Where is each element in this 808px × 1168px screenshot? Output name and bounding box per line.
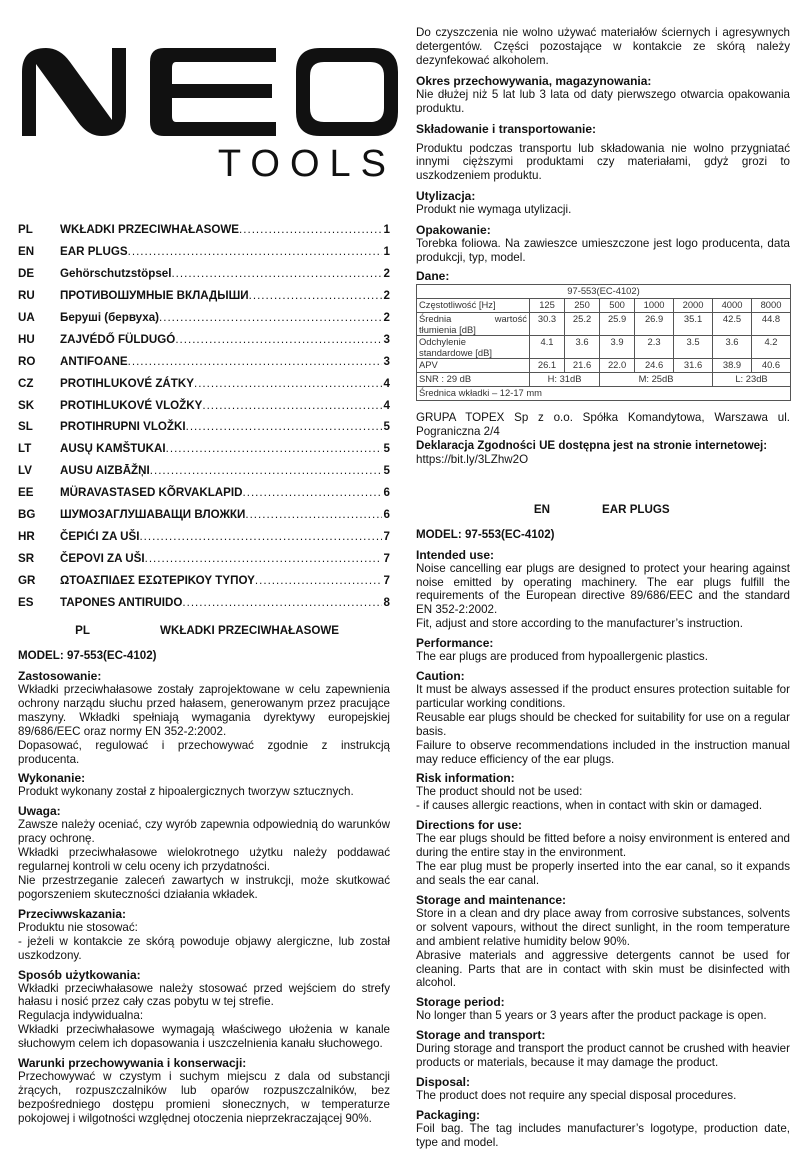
- toc-page-number: 3: [383, 332, 390, 346]
- toc-leader-dots: [128, 245, 382, 258]
- pl-heading-uwaga: Uwaga:: [18, 804, 61, 819]
- pl-lang-code: PL: [75, 624, 90, 637]
- toc-row[interactable]: [18, 547, 390, 569]
- toc-leader-dots: [186, 420, 382, 433]
- toc-page-number: 2: [383, 311, 390, 324]
- toc-page-number: 4: [383, 376, 390, 390]
- toc-leader-dots: [145, 552, 382, 565]
- sd-cell: 4.2: [752, 335, 791, 358]
- toc-leader-dots: [239, 223, 382, 236]
- toc-page-number: 2: [383, 289, 390, 303]
- en-text: Failure to observe recommendations included in the instruction manual may reduce efficiency of the ear plugs.: [416, 738, 790, 766]
- apv-label: APV: [417, 358, 530, 372]
- freq-label: Częstotliwość [Hz]: [417, 298, 530, 312]
- en-text: Fit, adjust and store according to the manufacturer’s instruction.: [416, 617, 743, 631]
- mean-label-c: tłumienia [dB]: [419, 323, 476, 335]
- pl-text: Wkładki przeciwhałasowe należy stosować przed wejściem do strefy hałasu i nosić przez cały czas pobytu w tej strefie.: [18, 981, 390, 1009]
- logo-letter-o: [296, 48, 398, 136]
- toc-page-number: 2: [383, 267, 390, 281]
- data-table: [416, 284, 791, 401]
- h-cell: H: 31dB: [530, 372, 600, 386]
- toc-row[interactable]: [18, 219, 390, 241]
- toc-lang-code: SL: [18, 420, 33, 434]
- sd-label: [417, 335, 530, 358]
- en-heading-caution: Caution:: [416, 669, 465, 684]
- pl-heading-skladowanie: Składowanie i transportowanie:: [416, 121, 597, 136]
- table-of-contents: [18, 219, 390, 613]
- toc-leader-dots: [175, 333, 382, 346]
- toc-row[interactable]: [18, 328, 390, 350]
- pl-model: MODEL: 97-553(EC-4102): [18, 649, 157, 662]
- toc-row[interactable]: [18, 416, 390, 438]
- mean-cell: 30.3: [530, 312, 565, 335]
- en-text: Foil bag. The tag includes manufacturer’s logotype, production date, type and model.: [416, 1121, 790, 1149]
- en-text: Abrasive materials and aggressive detergents cannot be used for cleaning. Parts that are in contact with skin must be disinfected with alcohol.: [416, 948, 790, 990]
- mean-cell: 42.5: [713, 312, 752, 335]
- toc-leader-dots: [139, 530, 382, 543]
- apv-cell: 38.9: [713, 358, 752, 372]
- toc-leader-dots: [202, 399, 382, 412]
- pl-heading-utylizacja: Utylizacja:: [416, 189, 476, 204]
- en-heading-performance: Performance:: [416, 636, 494, 651]
- pl-title: WKŁADKI PRZECIWHAŁASOWE: [160, 624, 340, 637]
- toc-page-number: 7: [383, 529, 390, 543]
- sd-label-b: standardowe [dB]: [419, 346, 492, 358]
- toc-row[interactable]: [18, 525, 390, 547]
- toc-leader-dots: [182, 596, 382, 609]
- apv-cell: 21.6: [565, 358, 600, 372]
- toc-lang-code: DE: [18, 267, 35, 281]
- en-heading-directions: Directions for use:: [416, 818, 523, 833]
- pl-text: Wkładki przeciwhałasowe wymagają właściwego ułożenia w kanale słuchowym celem ich dopasowania i uszczelnienia kanału słuchowego.: [18, 1023, 390, 1051]
- en-section-title: [416, 503, 790, 516]
- toc-title: ΩΤΟΑΣΠΙΔΕΣ ΕΣΩΤΕΡΙΚΟΥ ΤΥΠΟΥ: [60, 573, 255, 587]
- right-column: [416, 26, 790, 1150]
- table-row: [417, 335, 791, 358]
- toc-title: ШУМОЗАГЛУШАВАЩИ ВЛОЖКИ: [60, 508, 246, 522]
- toc-leader-dots: [150, 464, 382, 477]
- logo-letter-e: [150, 48, 276, 136]
- toc-page-number: 6: [383, 508, 390, 522]
- toc-lang-code: SR: [18, 551, 35, 565]
- table-row: [417, 386, 791, 400]
- m-cell: M: 25dB: [600, 372, 713, 386]
- toc-row[interactable]: [18, 285, 390, 307]
- toc-lang-code: RO: [18, 354, 36, 368]
- sd-label-a: Odchylenie: [419, 335, 466, 347]
- freq-cell: 250: [565, 298, 600, 312]
- toc-leader-dots: [171, 267, 382, 280]
- toc-lang-code: EN: [18, 245, 35, 259]
- toc-row[interactable]: [18, 241, 390, 263]
- toc-page-number: 7: [383, 551, 390, 565]
- toc-row[interactable]: [18, 460, 390, 482]
- sd-cell: 2.3: [635, 335, 674, 358]
- toc-title: TAPONES ANTIRUIDO: [60, 595, 183, 609]
- apv-cell: 31.6: [674, 358, 713, 372]
- toc-page-number: 8: [383, 595, 390, 609]
- en-title: EAR PLUGS: [602, 502, 670, 516]
- toc-row[interactable]: [18, 591, 390, 613]
- en-text: The product should not be used:: [416, 785, 583, 799]
- freq-cell: 125: [530, 298, 565, 312]
- toc-title: ANTIFOANE: [60, 354, 128, 368]
- pl-text: Produkt nie wymaga utylizacji.: [416, 203, 572, 217]
- table-row: [417, 284, 791, 298]
- toc-lang-code: RU: [18, 289, 35, 303]
- toc-leader-dots: [128, 355, 382, 368]
- en-text: During storage and transport the product cannot be crushed with heavier products or materials, because it may damage the product.: [416, 1042, 790, 1070]
- table-row: [417, 312, 791, 335]
- table-row: [417, 298, 791, 312]
- toc-row[interactable]: [18, 504, 390, 526]
- toc-page-number: 7: [383, 573, 390, 587]
- toc-title: ČEPOVI ZA UŠI: [60, 551, 145, 565]
- en-text: The ear plug must be properly inserted into the ear canal, so it expands and seals the ear canal.: [416, 860, 790, 887]
- logo-letter-n: [22, 48, 126, 136]
- toc-lang-code: GR: [18, 573, 36, 587]
- table-row: [417, 358, 791, 372]
- toc-page-number: 5: [383, 420, 390, 434]
- snr-cell: SNR : 29 dB: [417, 372, 530, 386]
- toc-lang-code: BG: [18, 508, 36, 522]
- toc-leader-dots: [166, 442, 382, 455]
- pl-text: - jeżeli w kontakcie ze skórą powoduje objawy alergiczne, lub został uszkodzony.: [18, 934, 390, 962]
- pl-heading-sposob: Sposób użytkowania:: [18, 967, 141, 982]
- pl-text: Przechowywać w czystym i suchym miejscu z dala od substancji żrących, rozpuszczalników lub oparów rozpuszczalników, bez bezpośredniego dostępu promieni słonecznych, w temperaturze pokojowej i wilgotności względnej otoczenia nieprzekraczającej 90%.: [18, 1070, 390, 1125]
- en-heading-packaging: Packaging:: [416, 1107, 481, 1122]
- mean-cell: 25.2: [565, 312, 600, 335]
- freq-cell: 2000: [674, 298, 713, 312]
- toc-row[interactable]: [18, 263, 390, 285]
- en-heading-risk: Risk information:: [416, 771, 515, 786]
- apv-cell: 24.6: [635, 358, 674, 372]
- toc-page-number: 1: [383, 245, 390, 259]
- l-cell: L: 23dB: [713, 372, 791, 386]
- mean-cell: 26.9: [635, 312, 674, 335]
- freq-cell: 500: [600, 298, 635, 312]
- freq-cell: 4000: [713, 298, 752, 312]
- pl-text: Dopasować, regulować i przechowywać zgodnie z instrukcją producenta.: [18, 738, 390, 766]
- toc-title: ZAJVÉDŐ FÜLDUGÓ: [60, 332, 176, 346]
- en-text: Store in a clean and dry place away from corrosive substances, solvents or solvent vapours, without the direct sunlight, in the room temperature and ambient relative humidity below 90%.: [416, 906, 790, 948]
- pl-text: Zawsze należy oceniać, czy wyrób zapewnia odpowiednią do warunków pracy ochronę.: [18, 818, 390, 846]
- mean-label-a: Średnia: [419, 312, 452, 324]
- toc-lang-code: EE: [18, 486, 34, 500]
- pl-text: Produktu podczas transportu lub składowania nie wolno przygniatać innymi cięższymi produktami czy materiałami, gdyż grozi to uszkodzeniem produktu.: [416, 141, 790, 183]
- pl-text: Wkładki przeciwhałasowe zostały zaprojektowane w celu zapewnienia ochrony narządu słuchu przed hałasem, generowanym przez pracujące maszyny. Wkładki spełniają wymagania dyrektywy europejskiej 89/686/EEC oraz normy EN 352-2:2002.: [18, 683, 390, 738]
- mean-label: [417, 312, 530, 335]
- en-heading-intended: Intended use:: [416, 547, 495, 562]
- toc-lang-code: LV: [18, 464, 32, 478]
- en-lang-code: EN: [533, 502, 550, 516]
- pl-text: Nie przestrzeganie zaleceń zawartych w instrukcji, może skutkować pogorszeniem skuteczności działania wkładek.: [18, 873, 390, 901]
- en-heading-disposal: Disposal:: [416, 1075, 471, 1090]
- toc-page-number: 3: [383, 354, 390, 368]
- apv-cell: 40.6: [752, 358, 791, 372]
- toc-lang-code: LT: [18, 442, 32, 456]
- en-text: Noise cancelling ear plugs are designed to protect your hearing against noise emitted by operating machinery. The ear plugs fulfill the requirements of the European directive 89/686/EEC and the standard EN 352-2:2002.: [416, 561, 790, 617]
- toc-title: EAR PLUGS: [60, 245, 128, 259]
- en-text: The product does not require any special disposal procedures.: [416, 1089, 737, 1103]
- pl-text: Regulacja indywidualna:: [18, 1009, 144, 1023]
- pl-text: Torebka foliowa. Na zawieszce umieszczone jest logo producenta, data produkcji, typ, model.: [416, 237, 790, 265]
- toc-leader-dots: [194, 377, 382, 390]
- en-text: The ear plugs should be fitted before a noisy environment is entered and during the entire stay in the environment.: [416, 832, 790, 860]
- company-address: GRUPA TOPEX Sp z o.o. Spółka Komandytowa, Warszawa ul. Pograniczna 2/4: [416, 410, 790, 438]
- table-row: [417, 372, 791, 386]
- toc-title: WKŁADKI PRZECIWHAŁASOWE: [60, 223, 240, 237]
- en-text: No longer than 5 years or 3 years after the product package is open.: [416, 1009, 767, 1023]
- toc-title: AUSŲ KAMŠTUKAI: [60, 442, 166, 456]
- toc-lang-code: PL: [18, 223, 33, 237]
- pl-heading-wykonanie: Wykonanie:: [18, 771, 86, 786]
- toc-lang-code: HR: [18, 529, 35, 543]
- freq-cell: 8000: [752, 298, 791, 312]
- apv-cell: 22.0: [600, 358, 635, 372]
- en-model: MODEL: 97-553(EC-4102): [416, 527, 555, 541]
- apv-cell: 26.1: [530, 358, 565, 372]
- pl-section-title: [18, 624, 390, 637]
- en-text: It must be always assessed if the product ensures protection suitable for particular working conditions.: [416, 683, 790, 710]
- toc-lang-code: SK: [18, 398, 35, 412]
- pl-heading-przeciwwskazania: Przeciwwskazania:: [18, 906, 127, 921]
- toc-row[interactable]: [18, 372, 390, 394]
- toc-leader-dots: [249, 289, 382, 302]
- declaration-text: Deklaracja Zgodności UE dostępna jest na stronie internetowej:: [416, 438, 768, 452]
- toc-page-number: 1: [383, 223, 390, 237]
- toc-lang-code: ES: [18, 595, 34, 609]
- toc-leader-dots: [243, 486, 383, 499]
- pl-heading-opakowanie: Opakowanie:: [416, 223, 491, 238]
- pl-heading-dane: Dane:: [416, 268, 450, 283]
- toc-row[interactable]: [18, 482, 390, 504]
- toc-page-number: 6: [383, 486, 390, 500]
- toc-page-number: 5: [383, 464, 390, 478]
- toc-page-number: 5: [383, 442, 390, 456]
- freq-cell: 1000: [635, 298, 674, 312]
- diameter-cell: Średnica wkładki – 12-17 mm: [417, 386, 791, 400]
- toc-row[interactable]: [18, 307, 390, 329]
- en-heading-period: Storage period:: [416, 995, 505, 1010]
- pl-text: Do czyszczenia nie wolno używać materiałów ściernych i agresywnych detergentów. Części pozostające w kontakcie ze skórą należy dezynfekować alkoholem.: [416, 26, 790, 67]
- toc-title: MÜRAVASTASED KÕRVAKLAPID: [60, 486, 243, 500]
- en-text: The ear plugs are produced from hypoallergenic plastics.: [416, 650, 708, 664]
- toc-title: PROTIHRUPNI VLOŽKI: [60, 420, 186, 434]
- pl-section: [18, 624, 390, 1126]
- neo-tools-logo: [14, 34, 404, 184]
- pl-text: Nie dłużej niż 5 lat lub 3 lata od daty pierwszego otwarcia opakowania produktu.: [416, 87, 790, 115]
- toc-title: PROTIHLUKOVÉ VLOŽKY: [60, 398, 203, 412]
- toc-leader-dots: [245, 508, 382, 521]
- toc-title: PROTIHLUKOVÉ ZÁTKY: [60, 376, 194, 390]
- pl-heading-zastosowanie: Zastosowanie:: [18, 669, 102, 683]
- pl-heading-warunki: Warunki przechowywania i konserwacji:: [18, 1056, 247, 1071]
- en-heading-storage: Storage and maintenance:: [416, 892, 567, 907]
- toc-title: Gehörschutzstöpsel: [60, 267, 172, 281]
- declaration-link[interactable]: https://bit.ly/3LZhw2O: [416, 452, 529, 466]
- toc-row[interactable]: [18, 394, 390, 416]
- toc-leader-dots: [255, 574, 382, 587]
- pl-text: Produkt wykonany został z hipoalergicznych tworzyw sztucznych.: [18, 785, 354, 799]
- pl-text: Wkładki przeciwhałasowe wielokrotnego użytku należy poddawać regularnej kontroli w celu oceny ich przydatności.: [18, 846, 390, 874]
- mean-cell: 44.8: [752, 312, 791, 335]
- en-text: - if causes allergic reactions, when in contact with skin or damaged.: [416, 799, 763, 813]
- toc-leader-dots: [159, 311, 382, 324]
- logo-tools-text: TOOLS: [217, 143, 396, 184]
- pl-heading-okres: Okres przechowywania, magazynowania:: [416, 73, 652, 88]
- toc-title: ПРОТИВОШУМНЫЕ ВКЛАДЫШИ: [60, 289, 249, 303]
- pl-text: Produktu nie stosować:: [18, 920, 138, 934]
- toc-lang-code: UA: [18, 311, 35, 324]
- toc-title: ČEPIĆI ZA UŠI: [60, 529, 140, 543]
- toc-title: Беруші (бервуха): [60, 311, 159, 324]
- mean-label-b: wartość: [494, 312, 527, 324]
- sd-cell: 3.5: [674, 335, 713, 358]
- toc-row[interactable]: [18, 350, 390, 372]
- table-title: 97-553(EC-4102): [417, 284, 791, 298]
- sd-cell: 3.6: [713, 335, 752, 358]
- en-text: Reusable ear plugs should be checked for suitability for use on a regular basis.: [416, 710, 790, 738]
- toc-title: AUSU AIZBĀŽŅI: [60, 464, 150, 478]
- sd-cell: 3.6: [565, 335, 600, 358]
- toc-page-number: 4: [383, 398, 390, 412]
- mean-cell: 25.9: [600, 312, 635, 335]
- mean-cell: 35.1: [674, 312, 713, 335]
- sd-cell: 3.9: [600, 335, 635, 358]
- en-heading-transport: Storage and transport:: [416, 1028, 546, 1043]
- toc-row[interactable]: [18, 569, 390, 591]
- toc-row[interactable]: [18, 438, 390, 460]
- toc-lang-code: HU: [18, 332, 35, 346]
- sd-cell: 4.1: [530, 335, 565, 358]
- toc-lang-code: CZ: [18, 376, 34, 390]
